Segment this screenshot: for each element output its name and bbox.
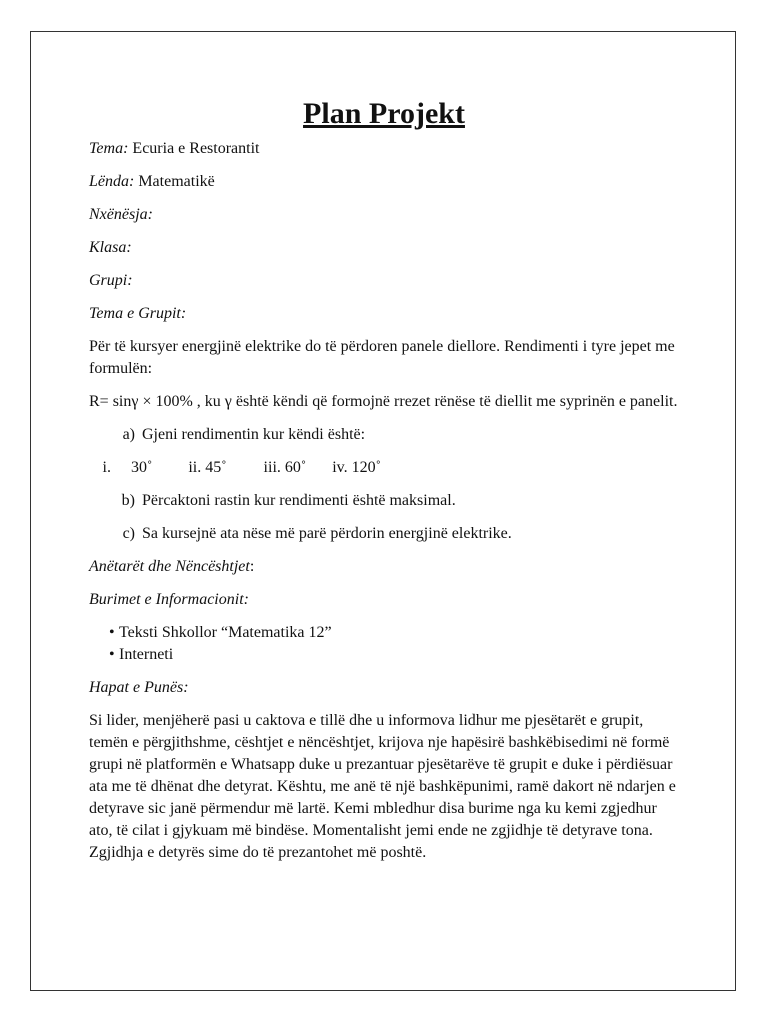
formula-paragraph: R= sinγ × 100% , ku γ është këndi që formojnë rrezet rënëse të diellit me syprinën e panelit. — [89, 393, 678, 410]
members-heading — [89, 556, 679, 578]
field-label: Tema: — [89, 140, 129, 157]
field-label: Burimet e Informacionit: — [89, 591, 249, 608]
intro-paragraph: Për të kursyer energjinë elektrike do të përdoren panele diellore. Rendimenti i tyre jepet me formulën: — [89, 338, 675, 377]
source-text: Teksti Shkollor “Matematika 12” — [119, 624, 332, 641]
question-c — [89, 523, 679, 545]
field-label: Hapat e Punës: — [89, 679, 189, 696]
source-text: Interneti — [119, 646, 174, 663]
field-tema — [89, 138, 679, 160]
sources-list — [89, 622, 679, 666]
list-item — [89, 644, 679, 666]
angle-item: iv. 120˚ — [332, 459, 381, 476]
field-label: Nxënësja: — [89, 206, 153, 223]
list-marker: i. — [102, 459, 111, 476]
document-title: Plan Projekt — [303, 97, 465, 130]
field-value: Matematikë — [134, 173, 215, 190]
angle-list — [89, 457, 679, 479]
field-label: Tema e Grupit: — [89, 305, 187, 322]
steps-heading — [89, 677, 679, 699]
document-content — [89, 96, 679, 864]
question-text: Sa kursejnë ata nëse më parë përdorin energjinë elektrike. — [142, 525, 512, 542]
list-marker: a) — [122, 426, 135, 443]
bullet-icon: • — [109, 646, 115, 663]
field-label: Lënda: — [89, 173, 135, 190]
angle-item: 30˚ — [131, 459, 153, 476]
angle-item: iii. 60˚ — [263, 459, 307, 476]
field-label: Grupi: — [89, 272, 133, 289]
question-text: Përcaktoni rastin kur rendimenti është maksimal. — [142, 492, 456, 509]
field-label-tail: : — [249, 558, 255, 575]
field-tema-grupit — [89, 303, 679, 325]
list-item — [89, 622, 679, 644]
list-marker: b) — [121, 492, 135, 509]
question-a — [89, 424, 679, 446]
steps-paragraph: Si lider, menjëherë pasi u caktova e tillë dhe u informova lidhur me pjesëtarët e grupit, temën e përgjithshme, cështjet e nëncështjet, krijova nje hapësirë bashkëbisedimi në formë grupi në platformën e Whatsapp duke u prezantuar pjesëtarëve të grupit e duke i përdiësuar ata me të dhënat dhe detyrat. Kështu, me anë të një bashkëpunimi, ramë dakort në ndarjen e detyrave sic janë përmendur më lartë. Kemi mbledhur disa burime nga ku kemi zgjedhur ato, të cilat i gjykuam më bindëse. Momentalisht jemi ende ne zgjidhje të detyrave tona. Zgjidhja e detyrës sime do të prezantohet më poshtë. — [89, 712, 676, 861]
field-label: Anëtarët dhe Nëncështjet — [89, 558, 250, 575]
field-nxenesja — [89, 204, 679, 226]
list-marker: c) — [122, 525, 135, 542]
field-lenda — [89, 171, 679, 193]
angle-item: ii. 45˚ — [188, 459, 227, 476]
field-klasa — [89, 237, 679, 259]
field-label: Klasa: — [89, 239, 132, 256]
question-b — [89, 490, 679, 512]
bullet-icon: • — [109, 624, 115, 641]
document-page — [30, 31, 736, 991]
field-grupi — [89, 270, 679, 292]
question-text: Gjeni rendimentin kur këndi është: — [142, 426, 366, 443]
sources-heading — [89, 589, 679, 611]
field-value: Ecuria e Restorantit — [128, 140, 260, 157]
